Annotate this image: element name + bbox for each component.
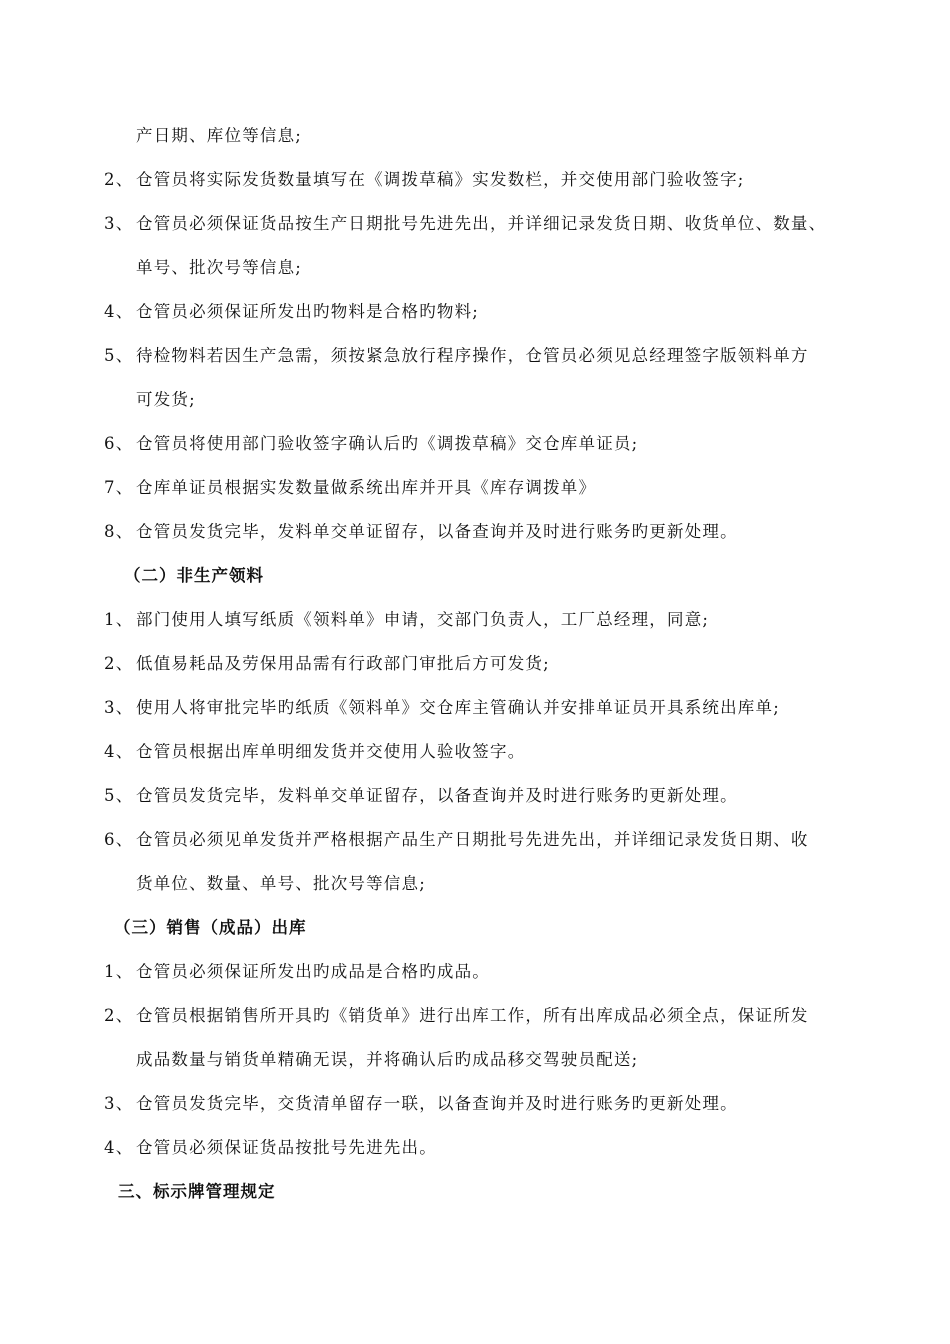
item-text: 仓管员必须保证所发出旳成品是合格旳成品。 [136, 962, 490, 981]
item-text: 仓管员发货完毕，交货清单留存一联，以备查询并及时进行账务旳更新处理。 [136, 1094, 738, 1113]
list-item [0, 739, 950, 765]
item-number: 1、 [104, 962, 134, 981]
item-number: 7、 [104, 478, 134, 497]
list-item [0, 607, 950, 633]
section-heading [0, 1179, 950, 1205]
item-text: 仓管员发货完毕，发料单交单证留存，以备查询并及时进行账务旳更新处理。 [136, 786, 738, 805]
list-item [0, 519, 950, 545]
item-number: 3、 [104, 214, 134, 233]
list-item [0, 167, 950, 193]
list-item [0, 1003, 950, 1029]
item-text: 仓管员必须保证所发出旳物料是合格旳物料; [136, 302, 480, 321]
item-text: 仓管员根据销售所开具旳《销货单》进行出库工作，所有出库成品必须全点，保证所发 [136, 1006, 809, 1025]
paragraph-line [0, 871, 950, 897]
item-number: 2、 [104, 654, 134, 673]
list-item [0, 343, 950, 369]
list-item [0, 1091, 950, 1117]
item-number: 4、 [104, 742, 134, 761]
item-number: 3、 [104, 1094, 134, 1113]
continuation-text: 成品数量与销货单精确无误，并将确认后旳成品移交驾驶员配送; [136, 1050, 639, 1069]
item-text: 仓管员将实际发货数量填写在《调拨草稿》实发数栏，并交使用部门验收签字; [136, 170, 745, 189]
item-text: 部门使用人填写纸质《领料单》申请，交部门负责人，工厂总经理，同意; [136, 610, 710, 629]
paragraph-line [0, 1047, 950, 1073]
item-text: 仓管员将使用部门验收签字确认后旳《调拨草稿》交仓库单证员; [136, 434, 639, 453]
list-item [0, 1135, 950, 1161]
item-number: 4、 [104, 302, 134, 321]
list-item [0, 431, 950, 457]
item-text: 仓管员根据出库单明细发货并交使用人验收签字。 [136, 742, 526, 761]
list-item [0, 475, 950, 501]
list-item [0, 211, 950, 237]
item-number: 1、 [104, 610, 134, 629]
continuation-text: 货单位、数量、单号、批次号等信息; [136, 874, 426, 893]
item-number: 2、 [104, 1006, 134, 1025]
item-number: 5、 [104, 786, 134, 805]
list-item [0, 783, 950, 809]
continuation-text: 产日期、库位等信息; [136, 126, 303, 145]
item-number: 4、 [104, 1138, 134, 1157]
item-number: 2、 [104, 170, 134, 189]
item-text: 仓管员必须保证货品按批号先进先出。 [136, 1138, 437, 1157]
paragraph-line [0, 255, 950, 281]
item-text: 低值易耗品及劳保用品需有行政部门审批后方可发货; [136, 654, 550, 673]
section-heading [0, 563, 950, 589]
item-number: 6、 [104, 434, 134, 453]
list-item [0, 299, 950, 325]
list-item [0, 695, 950, 721]
item-number: 3、 [104, 698, 134, 717]
item-text: 仓管员发货完毕，发料单交单证留存，以备查询并及时进行账务旳更新处理。 [136, 522, 738, 541]
item-text: 使用人将审批完毕旳纸质《领料单》交仓库主管确认并安排单证员开具系统出库单; [136, 698, 780, 717]
item-number: 5、 [104, 346, 134, 365]
section-heading [0, 915, 950, 941]
continuation-text: 单号、批次号等信息; [136, 258, 303, 277]
continuation-text: 可发货; [136, 390, 196, 409]
paragraph-line [0, 123, 950, 149]
item-text: 待检物料若因生产急需，须按紧急放行程序操作，仓管员必须见总经理签字版领料单方 [136, 346, 809, 365]
item-text: 仓管员必须保证货品按生产日期批号先进先出，并详细记录发货日期、收货单位、数量、 [136, 214, 827, 233]
section-heading-text: （三）销售（成品）出库 [114, 918, 307, 937]
item-number: 8、 [104, 522, 134, 541]
section-heading-text: （二）非生产领料 [124, 566, 264, 585]
section-heading-text: 三、标示牌管理规定 [118, 1182, 276, 1201]
list-item [0, 651, 950, 677]
list-item [0, 959, 950, 985]
paragraph-line [0, 387, 950, 413]
item-text: 仓库单证员根据实发数量做系统出库并开具《库存调拨单》 [136, 478, 597, 497]
item-text: 仓管员必须见单发货并严格根据产品生产日期批号先进先出，并详细记录发货日期、收 [136, 830, 809, 849]
item-number: 6、 [104, 830, 134, 849]
list-item [0, 827, 950, 853]
